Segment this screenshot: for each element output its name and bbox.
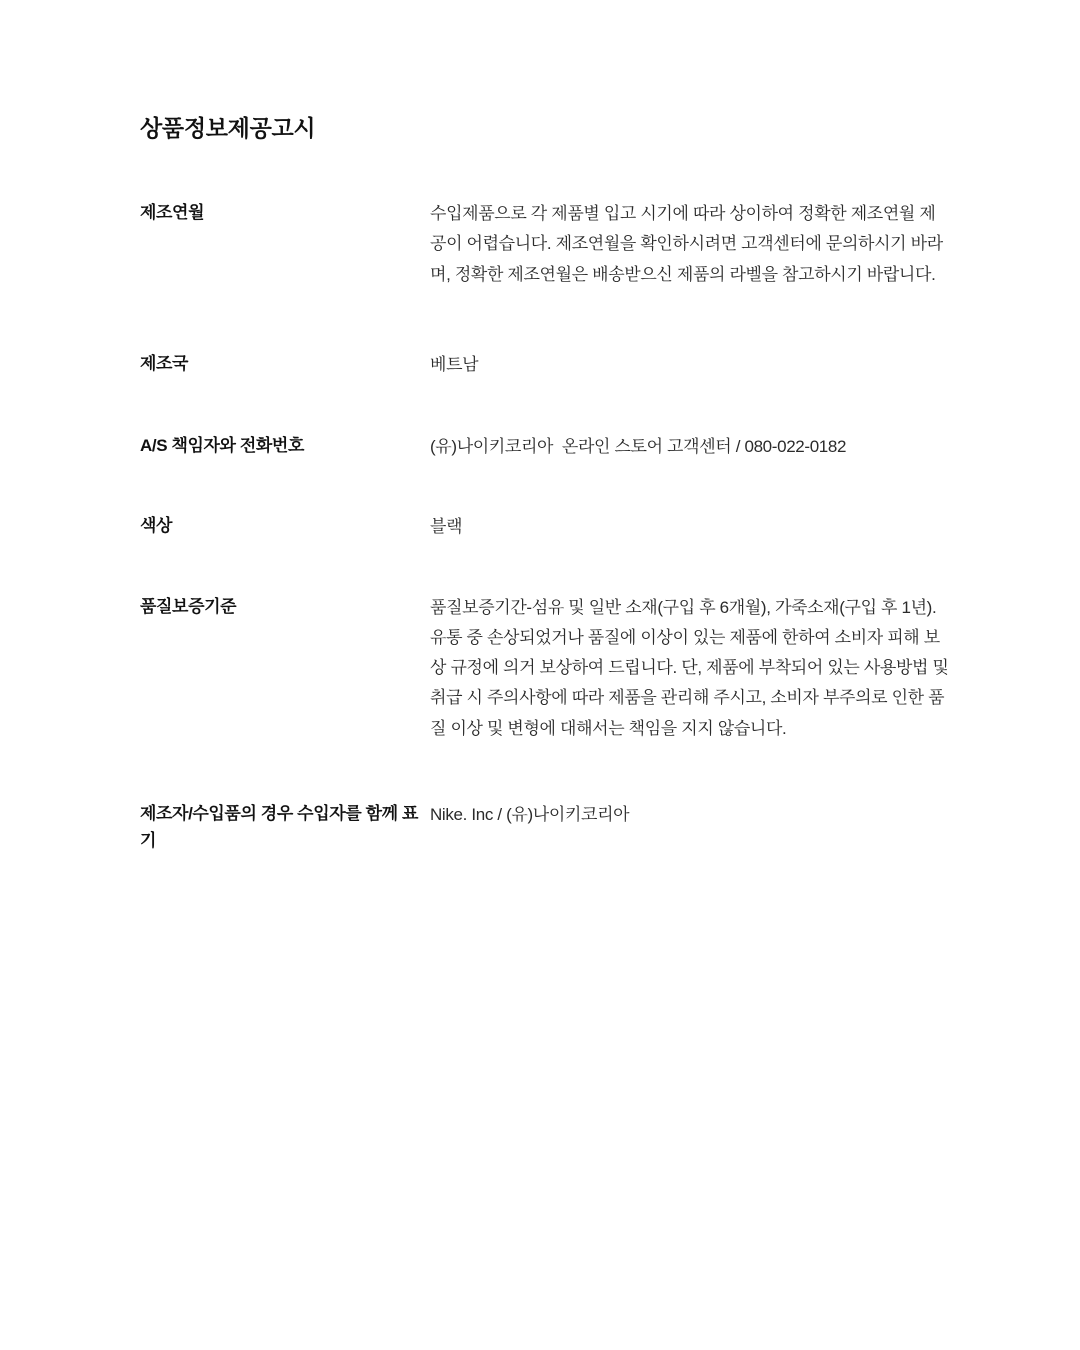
info-row-manufacturer — [140, 800, 950, 855]
info-value-as-contact: (유)나이키코리아 온라인 스토어 고객센터 / 080-022-0182 — [430, 437, 847, 456]
info-value-manufacturer: Nike. Inc / (유)나이키코리아 — [430, 804, 630, 824]
info-label-origin-country: 제조국 — [140, 353, 189, 373]
info-label-manufacture-date: 제조연월 — [140, 203, 205, 222]
info-row-warranty — [140, 593, 953, 744]
info-label-color: 색상 — [140, 516, 173, 536]
info-label-as-contact: A/S 책임자와 전화번호 — [140, 436, 304, 455]
info-row-as-contact — [140, 432, 950, 462]
info-label-manufacturer: 제조자/수입품의 경우 수입자를 함께 표기 — [140, 803, 418, 851]
info-row-manufacture-date — [140, 199, 950, 290]
info-value-warranty: 품질보증기간-섬유 및 일반 소재(구입 후 6개월), 가죽소재(구입 후 1년). 유통 중 손상되었거나 품질에 이상이 있는 제품에 한하여 소비자 피해 보상 규정에 의거 보상하여 드립니다. 단, 제품에 부착되어 있는 사용방법 및 취급 시 주의사항에 따라 제품을 관리해 주시고, 소비자 부주의로 인한 품질 이상 및 변형에 대해서는 책임을 지지 않습니다. — [430, 597, 953, 738]
info-value-manufacture-date: 수입제품으로 각 제품별 입고 시기에 따라 상이하여 정확한 제조연월 제공이 어렵습니다. 제조연월을 확인하시려면 고객센터에 문의하시기 바라며, 정확한 제조연월은 배송받으신 제품의 라벨을 참고하시기 바랍니다. — [430, 204, 943, 284]
info-value-color: 블랙 — [430, 517, 463, 537]
product-info-content — [140, 110, 953, 855]
info-label-warranty: 품질보증기준 — [140, 596, 237, 616]
page-title: 상품정보제공고시 — [140, 115, 316, 141]
info-value-origin-country: 베트남 — [430, 354, 479, 374]
info-row-origin-country — [140, 350, 950, 380]
info-row-color — [140, 512, 950, 542]
